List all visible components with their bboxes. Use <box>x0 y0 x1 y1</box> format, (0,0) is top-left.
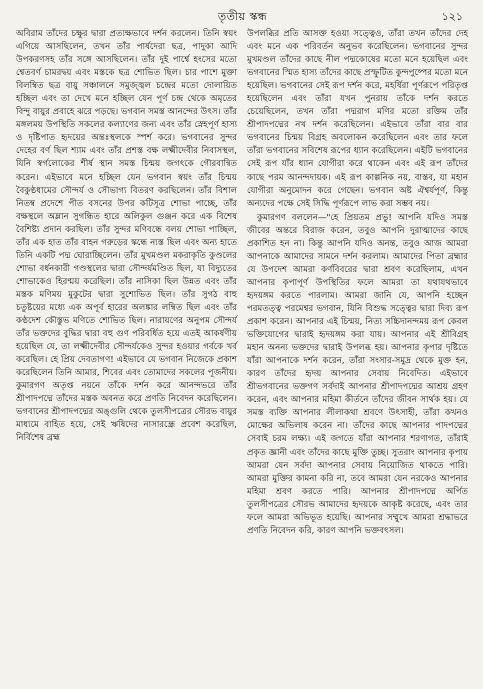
right-paragraph-2: কুমারগণ বললেন—"হে প্রিয়তম প্রভু! আপনি যদিও সমস্ত জীবের অন্তরে বিরাজ করেন, তবুও আপনি দুরাত্মাদের কাছে প্রকাশিত হন না। কিন্তু আপনি যদিও অনন্ত, তবুও আজ আমরা আপনাকে আমাদের সামনে দর্শন করলাম। আমাদের পিতা ব্রহ্মার যে উপদেশ আমরা কর্ণবিবরের দ্বারা শ্রবণ করেছিলাম, এখন আপনার কৃপাপূর্ণ উপস্থিতির ফলে আমরা তা যথাযথভাবে হৃদয়ঙ্গম করতে পারলাম। আমরা জানি যে, আপনি হচ্ছেন পরমতত্ত্ব পরমেশ্বর ভগবান, যিনি বিশুদ্ধ সত্ত্বের দ্বারা দিব্য রূপ প্রকাশ করেন। আপনার এই চিন্ময়, নিত্য সচ্চিদানন্দময় রূপ কেবল ভক্তিযোগের দ্বারাই হৃদয়ঙ্গম করা যায়। আপনার এই শ্রীবিগ্রহ মহান অনন্য ভক্তদের দ্বারাই উপলব্ধ হয়। আপনার কৃপার দৃষ্টিতে যাঁরা আপনাকে দর্শন করেন, তাঁরা সংসার-সমুদ্র থেকে মুক্ত হন, কারণ তাঁদের হৃদয় আপনার সেবায় নিবেদিত। এইভাবে শ্রীভগবানের ভক্তগণ সর্বদাই আপনার শ্রীপাদপদ্মের আশ্রয় গ্রহণ করেন, এবং আপনার মহিমা কীর্তনে তাঁদের জীবন সার্থক হয়। যে সমস্ত ব্যক্তি আপনার লীলাকথা শ্রবণে উৎসাহী, তাঁরা কখনও মোক্ষের অভিলাষ করেন না। তাঁদের কাছে আপনার পাদপদ্মের সেবাই চরম লক্ষ্য। এই জগতে যাঁরা আপনার শরণাগত, তাঁরাই প্রকৃত জ্ঞানী এবং তাঁদের কাছে মুক্তি তুচ্ছ। সুতরাং আপনার কৃপায় আমরা যেন সর্বদা আপনার সেবায় নিয়োজিত থাকতে পারি। আমরা মুক্তির কামনা করি না, তবে আমরা যেন নরকেও আপনার মহিমা শ্রবণ করতে পারি। আপনার শ্রীপাদপদ্মে অর্পিত তুলসীপত্রের সৌরভ আমাদের হৃদয়কে আকৃষ্ট করেছে, এবং তার ফলে আমরা অভিভূত হয়েছি। আপনার সম্মুখে আমরা শ্রদ্ধাভরে প্রণতি নিবেদন করি, কারণ আপনি ভক্তবৎসল। <box>247 212 468 536</box>
page-number: ১২১ <box>441 10 463 23</box>
left-column <box>16 28 237 538</box>
page-header <box>16 6 469 28</box>
right-column <box>247 28 468 538</box>
left-paragraph-1: অবিরাম তাঁদের চক্ষুর দ্বারা প্রত্যক্ষভাবে দর্শন করলেন। তিনি স্বয়ং এগিয়ে আসছিলেন, তখন তাঁর পার্ষদেরা ছত্র, পাদুকা আদি উপকরণসহ তাঁর সঙ্গে আসছিলেন। তাঁর দুই পার্শ্বে হংসের মতো শ্বেতবর্ণ চামরদ্বয় এবং মস্তকে ছত্র শোভিত ছিল। চার পাশে মুক্তা বিলম্বিত ছত্র বায়ু সঞ্চালনে সমুজ্জ্বল চন্দ্রের মতো দোলায়িত হচ্ছিল এবং তা দেখে মনে হচ্ছিল যেন পূর্ণ চন্দ্র থেকে অমৃতের বিন্দু বায়ুর প্রবাহে ঝরে পড়ছে। ভগবান সমস্ত আনন্দের উৎস। তাঁর মঙ্গলময় উপস্থিতি সকলের কল্যাণের জন্য এবং তাঁর স্নেহপূর্ণ হাস্য ও দৃষ্টিপাত হৃদয়ের অন্তঃস্থলকে স্পর্শ করে। ভগবানের সুন্দর দেহের বর্ণ ছিল শ্যাম এবং তাঁর প্রশস্ত বক্ষ লক্ষ্মীদেবীর নিবাসস্থল, যিনি স্বর্গলোকের শীর্ষ স্থান সমস্ত চিন্ময় জগৎকে গৌরবান্বিত করেন। এইভাবে মনে হচ্ছিল যেন ভগবান স্বয়ং তাঁর চিন্ময় বৈকুণ্ঠধামের সৌন্দর্য ও সৌভাগ্য বিতরণ করছিলেন। তাঁর বিশাল নিতম্ব প্রদেশে পীত বসনের উপর কটিসূত্র শোভা পাচ্ছে, তাঁর বক্ষস্থলে অম্লান সুগন্ধিত হারে অলিকুল গুঞ্জন করে এক বিশেষ বৈশিষ্ট্য প্রদান করছিল। তাঁর সুন্দর মণিবন্ধে বলয় শোভা পাচ্ছিল, তাঁর এক হাত তাঁর বাহন গরুড়ের স্কন্ধে ন্যস্ত ছিল এবং অন্য হাতে তিনি একটি পদ্ম ঘোরাচ্ছিলেন। তাঁর মুখমণ্ডল মকরাকৃতি কুণ্ডলের শোভা বর্ধনকারী গণ্ডস্থলের দ্বারা সৌন্দর্যমণ্ডিত ছিল, যা বিদ্যুতের শোভাকেও হিরণ্ময় করেছিল। তাঁর নাসিকা ছিল উন্নত এবং তাঁর মস্তক মণিময় মুকুটের দ্বারা সুশোভিত ছিল। তাঁর সুগঠ বাহু চতুষ্টয়ের মধ্যে এক অপূর্ব হারের অলঙ্কার লম্বিত ছিল এবং তাঁর কণ্ঠদেশ কৌস্তুভ মণিতে শোভিত ছিল। নারায়ণের অনুপম সৌন্দর্য তাঁর ভক্তদের বুদ্ধির দ্বারা বহু গুণ পরিবর্ধিত হয়ে এতই আকর্ষণীয় হয়েছিল যে, তা লক্ষ্মীদেবীর সৌন্দর্যকেও সুন্দর হওয়ার গর্বকে খর্ব করেছিল। হে প্রিয় দেবতাগণ! এইভাবে যে ভগবান নিজেকে প্রকাশ করেছিলেন তিনি আমার, শিবের এবং তোমাদের সকলের পূজনীয়। কুমারগণ অতৃপ্ত নয়নে তাঁকে দর্শন করে আনন্দভরে তাঁর শ্রীপাদপদ্মে তাঁদের মস্তক অবনত করে প্রণতি নিবেদন করেছিলেন। ভগবানের শ্রীপাদপদ্মের অঙ্গুলি থেকে তুলসীপত্রের সৌরভ বায়ুর মাধ্যমে বাহিত হয়ে, সেই ঋষিদের নাসারন্ধ্রে প্রবেশ করেছিল, নির্বিশেষ ব্রহ্ম <box>16 29 237 444</box>
text-columns <box>16 28 469 538</box>
right-paragraph-1: উপলব্ধির প্রতি আসক্ত হওয়া সত্ত্বেও, তাঁরা তখন তাঁদের দেহ এবং মনে এক পরিবর্তন অনুভব করেছিলেন। ভগবানের সুন্দর মুখমণ্ডল তাঁদের কাছে নীল পদ্মকোষের মতো মনে হয়েছিল এবং ভগবানের স্মিত হাস্য তাঁদের কাছে প্রস্ফুটিত কুন্দপুষ্পের মতো মনে হয়েছিল। ভগবানের সেই রূপ দর্শন করে, মহর্ষিরা পূর্ণরূপে পরিতৃপ্ত হয়েছিলেন এবং তাঁরা যখন পুনরায় তাঁকে দর্শন করতে চেয়েছিলেন, তখন তাঁরা পদ্মরাগ মণির মতো রক্তিম তাঁর শ্রীপাদপদ্মের নখ দর্শন করেছিলেন। এইভাবে তাঁরা বার বার ভগবানের চিন্ময় বিগ্রহ অবলোকন করেছিলেন এবং তার ফলে তাঁরা ভগবানের সবিশেষ রূপের ধ্যান করেছিলেন। এইটি ভগবানের সেই রূপ যাঁর ধ্যান যোগীরা করে থাকেন এবং এই রূপ তাঁদের কাছে পরম আনন্দদায়ক। এই রূপ কাল্পনিক নয়, বাস্তব, যা মহান যোগীরা অনুমোদন করে গেছেন। ভগবান অষ্ট ঐশ্বর্যপূর্ণ, কিন্তু অন্যদের পক্ষে সেই সিদ্ধি পূর্ণরূপে লাভ করা সম্ভব নয়। <box>247 29 468 209</box>
running-title: তৃতীয় স্কন্ধ <box>217 10 268 23</box>
